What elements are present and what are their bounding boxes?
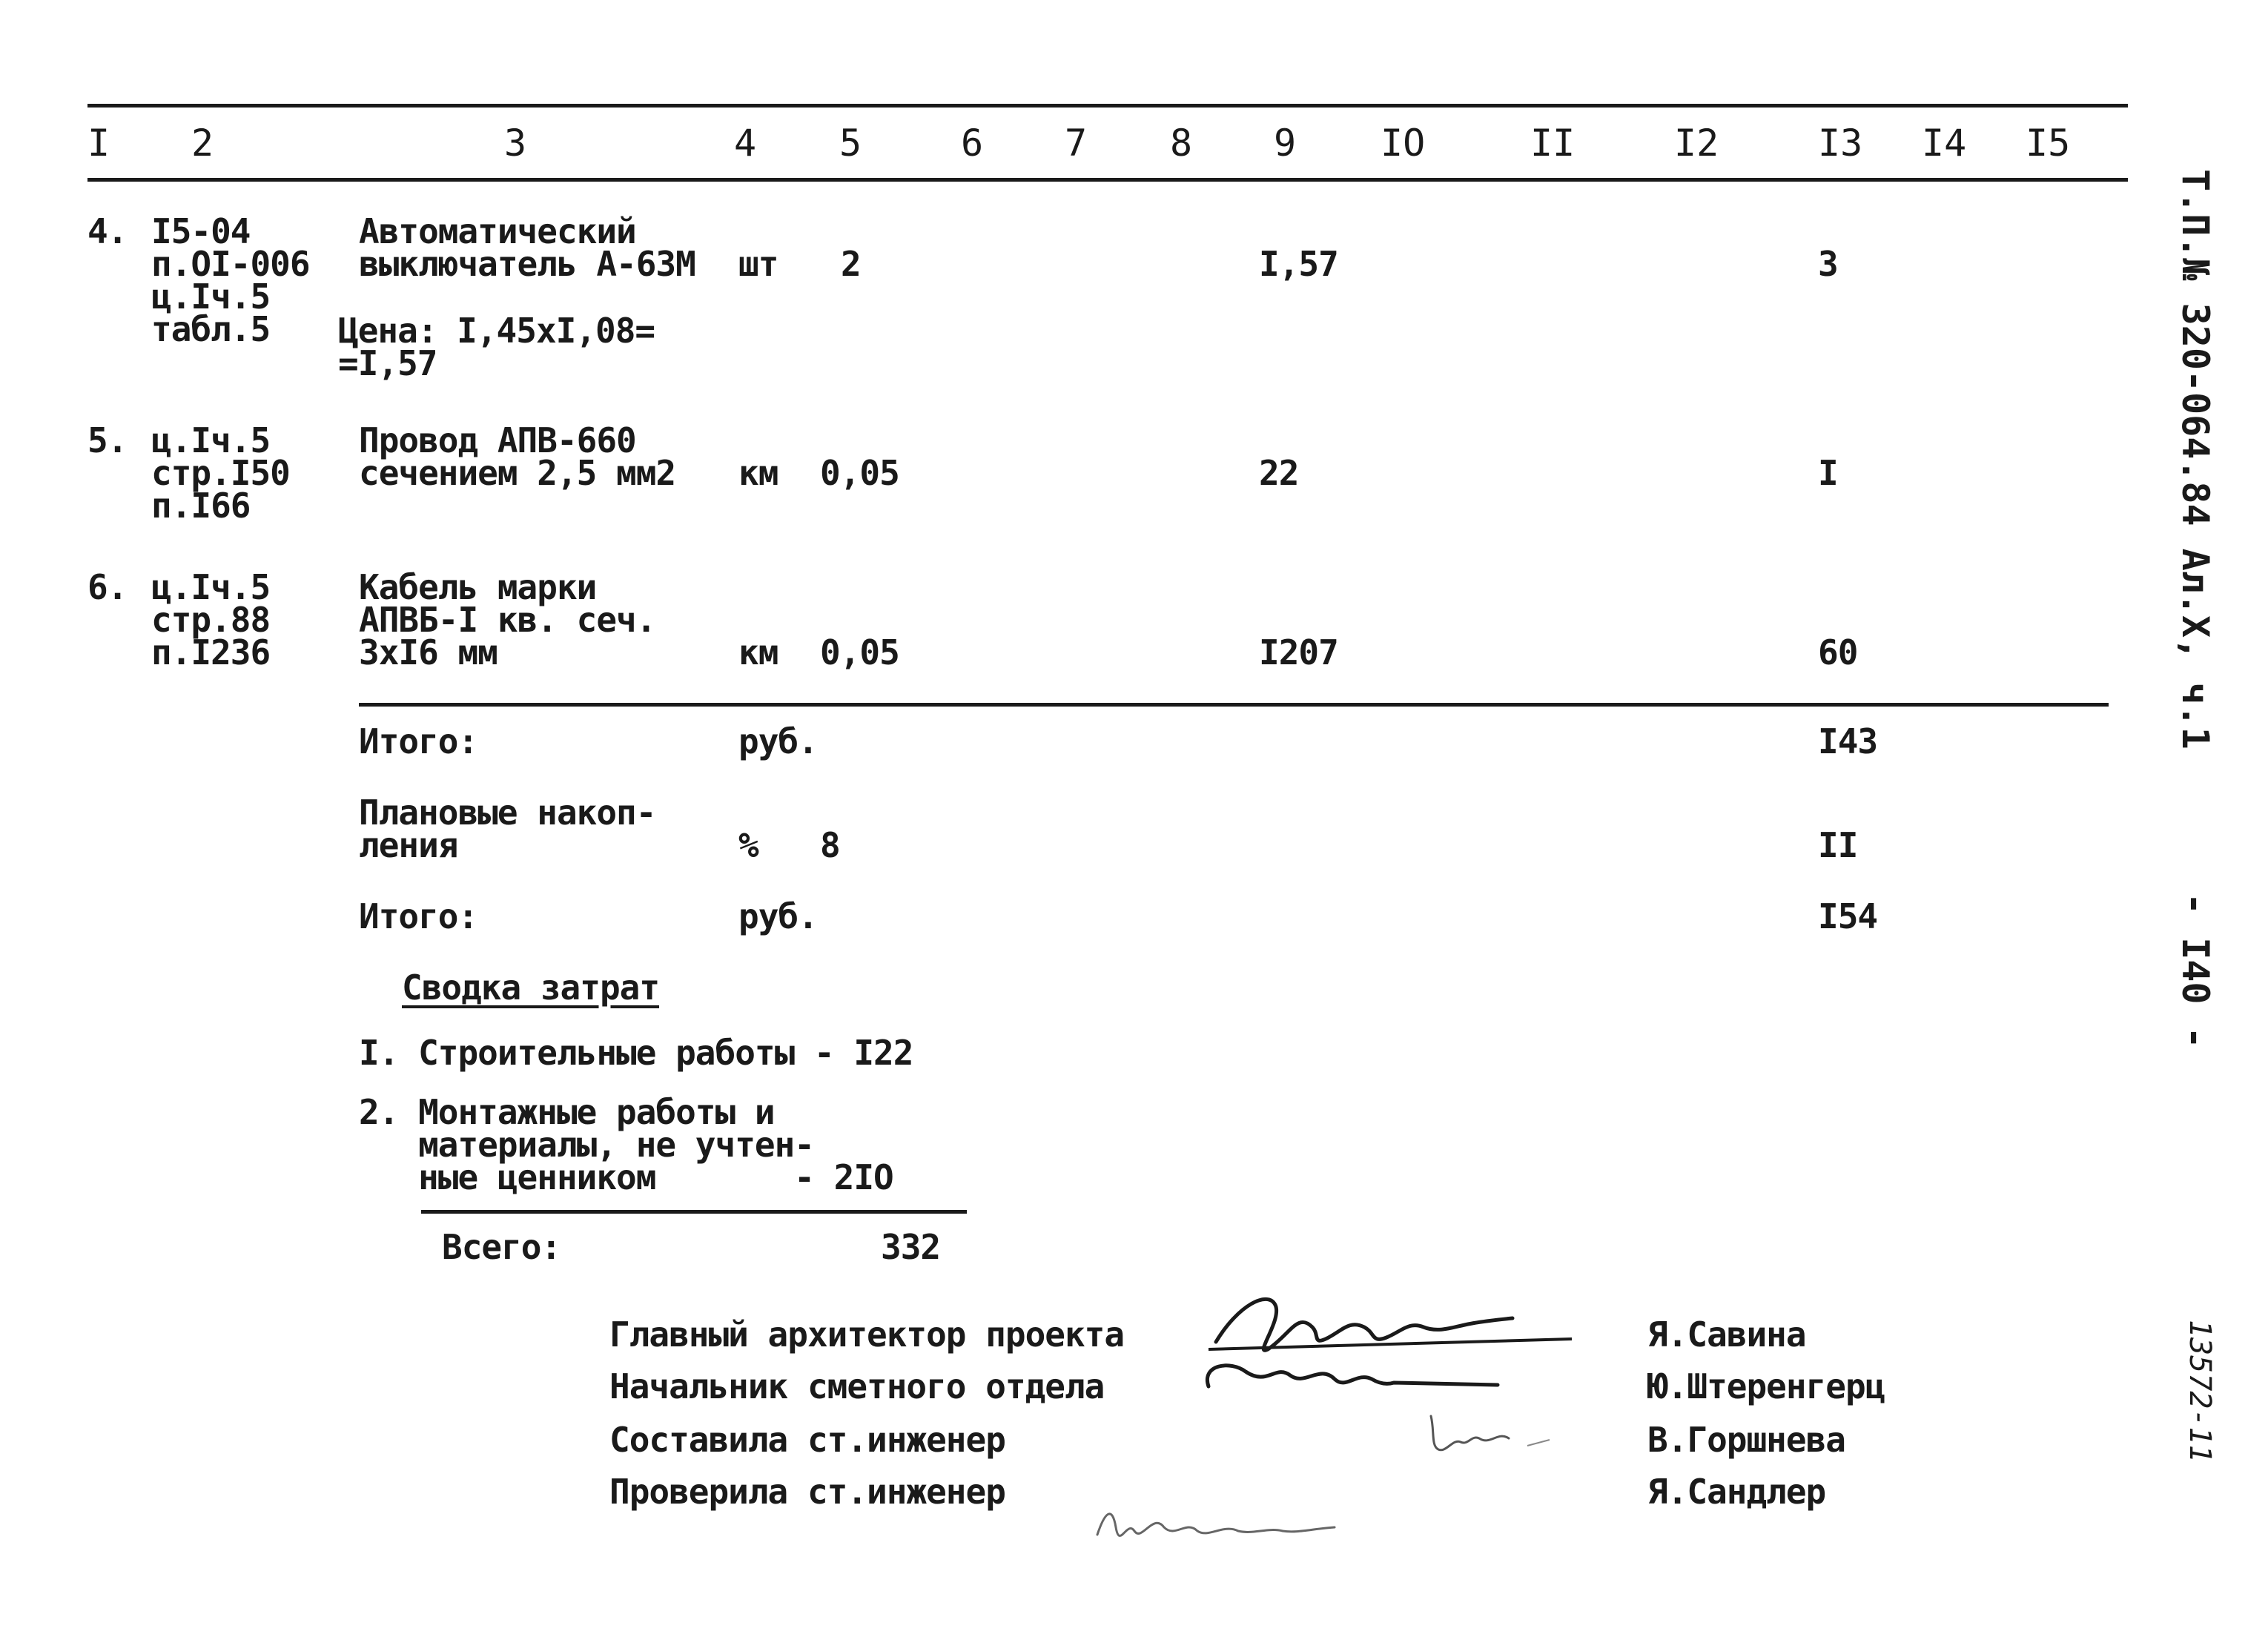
row-total: 60 [1818, 632, 1858, 672]
column-header: IO [1381, 122, 1426, 165]
column-header: I5 [2026, 122, 2071, 165]
column-header: 9 [1274, 122, 1297, 165]
total-value: I54 [1818, 896, 1878, 936]
column-header: 4 [734, 122, 757, 165]
column-header: I2 [1674, 122, 1719, 165]
grand-total-label: Всего: [442, 1227, 561, 1267]
summary-item: 2. Монтажные работы и материалы, не учтен- ные ценником - 2IO [359, 1092, 893, 1197]
subtotal-rule [359, 703, 2109, 707]
signature-role: Составила ст.инженер [609, 1420, 1005, 1460]
column-header: I3 [1818, 122, 1863, 165]
row-quantity: 0,05 [820, 632, 899, 672]
row-unit: шт [738, 244, 778, 284]
accumulation-unit: % [738, 825, 758, 865]
row-number: 5. [87, 420, 128, 460]
row-total: I [1818, 453, 1838, 493]
accumulation-label: Плановые накоп- ления [359, 793, 656, 865]
column-header: 2 [191, 122, 214, 165]
page-number: - I40 - [2174, 893, 2217, 1049]
signature-role: Начальник сметного отдела [609, 1366, 1105, 1406]
row-price: 22 [1259, 453, 1299, 493]
row-quantity: 2 [841, 244, 861, 284]
column-header: 3 [504, 122, 527, 165]
total-unit: руб. [738, 896, 818, 936]
header-rule [87, 178, 2128, 182]
row-price-note: Цена: I,45xI,08= =I,57 [338, 311, 655, 383]
summary-rule [421, 1210, 967, 1214]
row-name: Автоматический выключатель А-63М [359, 211, 695, 284]
row-reference: I5-04 п.OI-006 ц.Iч.5 табл.5 [151, 211, 310, 349]
row-number: 6. [87, 567, 128, 607]
row-total: 3 [1818, 244, 1838, 284]
row-reference: ц.Iч.5 стр.88 п.I236 [151, 567, 271, 672]
handwritten-signature [1186, 1275, 1587, 1416]
handwritten-signature [1416, 1409, 1564, 1461]
document-code: Т.П.№ 320-064.84 Ал.X, ч.1 [2174, 169, 2217, 750]
row-name: Провод АПВ-660 сечением 2,5 мм2 [359, 420, 676, 493]
archive-stamp: 13572-11 [2183, 1320, 2217, 1463]
row-number: 4. [87, 211, 128, 251]
signature-role: Главный архитектор проекта [609, 1314, 1125, 1355]
column-header: 7 [1065, 122, 1088, 165]
signature-name: Я.Сандлер [1647, 1472, 1826, 1512]
summary-title: Сводка затрат [402, 968, 660, 1008]
column-header: 8 [1170, 122, 1193, 165]
accumulation-rate: 8 [820, 825, 840, 865]
signature-name: Я.Савина [1647, 1314, 1806, 1355]
column-header: 6 [961, 122, 984, 165]
subtotal-value: I43 [1818, 721, 1878, 761]
row-price: I,57 [1259, 244, 1338, 284]
row-unit: км [738, 453, 778, 493]
top-rule [87, 104, 2128, 108]
signature-role: Проверила ст.инженер [609, 1472, 1005, 1512]
row-reference: ц.Iч.5 стр.I50 п.I66 [151, 420, 290, 526]
column-header: II [1530, 122, 1576, 165]
column-header: I [87, 122, 110, 165]
row-price: I207 [1259, 632, 1338, 672]
grand-total-value: 332 [881, 1227, 941, 1267]
signature-name: Ю.Штеренгерц [1647, 1366, 1885, 1406]
column-header: 5 [839, 122, 862, 165]
column-header: I4 [1922, 122, 1967, 165]
summary-item: I. Строительные работы - I22 [359, 1033, 913, 1073]
row-unit: км [738, 632, 778, 672]
signature-name: В.Горшнева [1647, 1420, 1845, 1460]
subtotal-label: Итого: [359, 721, 478, 761]
subtotal-unit: руб. [738, 721, 818, 761]
row-name: Кабель марки АПВБ-I кв. сеч. 3xI6 мм [359, 567, 656, 672]
handwritten-signature [1082, 1490, 1364, 1557]
row-quantity: 0,05 [820, 453, 899, 493]
total-label: Итого: [359, 896, 478, 936]
accumulation-value: II [1818, 825, 1858, 865]
